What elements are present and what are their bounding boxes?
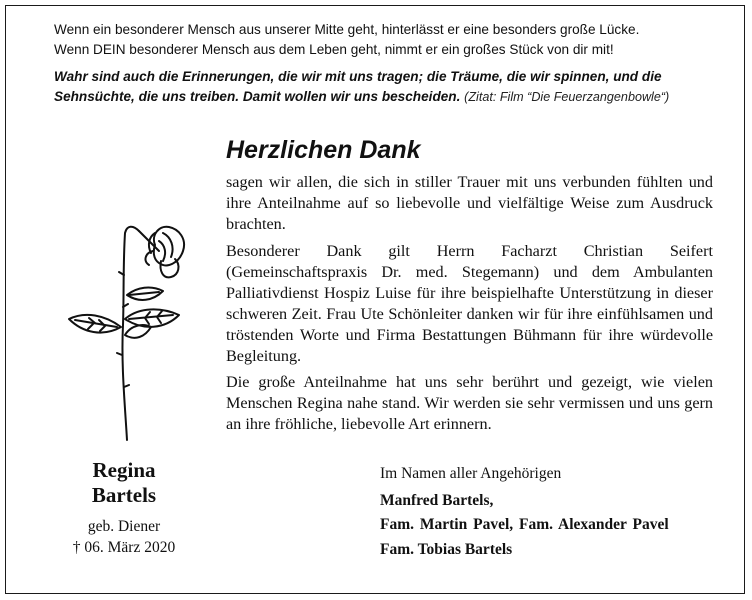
deceased-last-name: Bartels bbox=[91, 483, 157, 507]
thanks-paragraph-1: sagen wir allen, die sich in stiller Trauer mit uns verbunden fühlten und ihre Anteilnahme auf so liebevolle und vielfältige Weise zum Ausdruck brachten. bbox=[226, 173, 713, 233]
quote-line-3: Wahr sind auch die Erinnerungen, die wir mit uns tragen; die Träume, die wir spinnen, und die bbox=[54, 69, 662, 84]
quote-line-2: Wenn DEIN besonderer Mensch aus dem Leben geht, nimmt er ein großes Stück von dir mit! bbox=[54, 42, 614, 57]
quote-citation: (Zitat: Film “Die Feuerzangenbowle“) bbox=[464, 90, 670, 104]
quote-line-1: Wenn ein besonderer Mensch aus unserer Mitte geht, hinterlässt er eine besonders große Lücke. bbox=[54, 22, 640, 37]
deceased-death-date: † 06. März 2020 bbox=[72, 539, 176, 556]
signature-intro: Im Namen aller Angehörigen bbox=[380, 465, 562, 482]
deceased-birth-name: geb. Diener bbox=[87, 518, 161, 535]
signature-line-3: Fam. Tobias Bartels bbox=[380, 541, 513, 558]
quote-line-4-text: Sehnsüchte, die uns treiben. Damit wollen wir uns bescheiden. bbox=[54, 89, 461, 104]
thanks-paragraph-2: Besonderer Dank gilt Herrn Facharzt Christian Seifert (Gemeinschaftspraxis Dr. med. Stegemann) und dem Ambulanten Palliativdienst Hospiz Luise für ihre beispielhafte Unterstützung in dieser schweren Zeit. Frau Ute Schönleiter danken wir für ihre einfühlsamen und tröstenden Worte und Firma Bestattungen Bühmann für ihre würdevolle Begleitung. bbox=[226, 242, 713, 365]
rose-icon bbox=[55, 215, 215, 445]
signature-line-2: Fam. Martin Pavel, Fam. Alexander Pavel bbox=[380, 516, 669, 533]
deceased-first-name: Regina bbox=[92, 458, 156, 482]
thanks-title: Herzlichen Dank bbox=[226, 136, 421, 164]
quote-line-4 bbox=[54, 89, 669, 104]
signature-line-1: Manfred Bartels, bbox=[380, 492, 494, 509]
thanks-paragraph-3: Die große Anteilnahme hat uns sehr berührt und gezeigt, wie vielen Menschen Regina nahe stand. Wir werden sie sehr vermissen und uns gern an ihre fröhliche, liebevolle Art erinnern. bbox=[226, 373, 713, 433]
